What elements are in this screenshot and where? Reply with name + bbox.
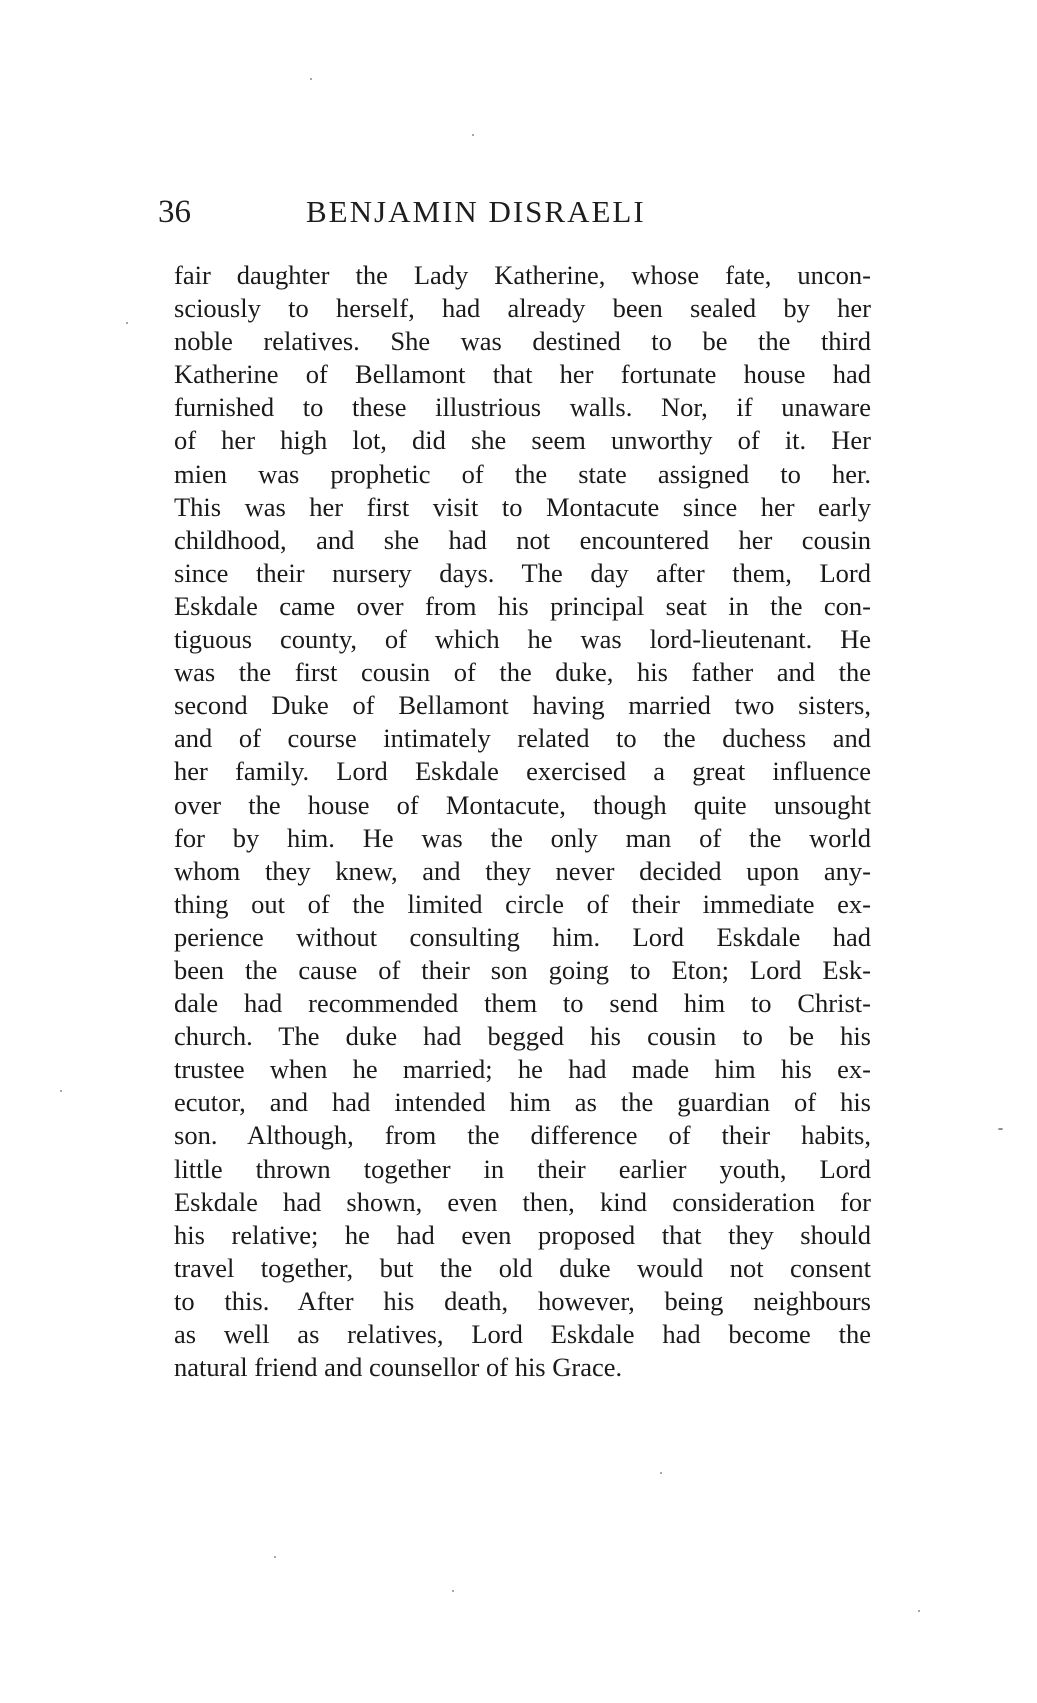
text-line: Katherine of Bellamont that her fortunate house had xyxy=(174,359,871,390)
scan-speck xyxy=(998,1128,1003,1130)
text-line: and of course intimately related to the duchess and xyxy=(174,723,871,754)
text-line: sciously to herself, had already been sealed by her xyxy=(174,293,871,324)
text-line: her family. Lord Eskdale exercised a great influence xyxy=(174,756,871,787)
text-line: tiguous county, of which he was lord-lieutenant. He xyxy=(174,624,871,655)
text-line: church. The duke had begged his cousin to be his xyxy=(174,1021,871,1052)
text-line: second Duke of Bellamont having married two sisters, xyxy=(174,690,871,721)
running-head xyxy=(158,190,718,234)
text-line: little thrown together in their earlier youth, Lord xyxy=(174,1153,871,1184)
text-line: was the first cousin of the duke, his father and the xyxy=(174,657,871,688)
scan-speck xyxy=(472,134,474,136)
scan-speck xyxy=(126,322,128,324)
text-line: whom they knew, and they never decided upon any- xyxy=(174,855,871,886)
text-line: thing out of the limited circle of their immediate ex- xyxy=(174,888,871,919)
running-title: BENJAMIN DISRAELI xyxy=(306,194,646,229)
scan-speck xyxy=(60,1090,62,1092)
scan-speck xyxy=(660,1472,662,1474)
scan-speck xyxy=(452,1590,454,1592)
text-line: for by him. He was the only man of the world xyxy=(174,822,871,853)
text-line: trustee when he married; he had made him his ex- xyxy=(174,1054,871,1085)
text-line: ecutor, and had intended him as the guardian of his xyxy=(174,1087,871,1118)
text-line: dale had recommended them to send him to Christ- xyxy=(174,988,871,1019)
text-line: natural friend and counsellor of his Grace. xyxy=(174,1352,623,1383)
text-line: noble relatives. She was destined to be the third xyxy=(174,326,871,357)
text-line: perience without consulting him. Lord Eskdale had xyxy=(174,921,871,952)
text-line: fair daughter the Lady Katherine, whose fate, uncon- xyxy=(174,260,871,290)
text-line: his relative; he had even proposed that they should xyxy=(174,1219,871,1250)
text-line: childhood, and she had not encountered her cousin xyxy=(174,524,871,555)
text-line: since their nursery days. The day after them, Lord xyxy=(174,557,871,588)
text-line: Eskdale had shown, even then, kind consideration for xyxy=(174,1186,871,1217)
text-line: This was her first visit to Montacute since her early xyxy=(174,491,871,522)
text-line: to this. After his death, however, being neighbours xyxy=(174,1285,871,1316)
scan-speck xyxy=(310,78,312,80)
text-line: as well as relatives, Lord Eskdale had become the xyxy=(174,1319,871,1349)
text-line: travel together, but the old duke would not consent xyxy=(174,1252,871,1283)
text-line: been the cause of their son going to Eton; Lord Esk- xyxy=(174,954,871,985)
body-text xyxy=(174,259,871,1384)
text-line: Eskdale came over from his principal seat in the con- xyxy=(174,590,871,621)
text-line: of her high lot, did she seem unworthy of it. Her xyxy=(174,425,871,456)
page-number: 36 xyxy=(158,194,191,230)
text-line: furnished to these illustrious walls. Nor, if unaware xyxy=(174,392,871,423)
text-line: over the house of Montacute, though quite unsought xyxy=(174,789,871,820)
scan-speck xyxy=(274,1556,276,1558)
text-line: son. Although, from the difference of their habits, xyxy=(174,1120,871,1151)
text-line: mien was prophetic of the state assigned to her. xyxy=(174,458,871,489)
scan-speck xyxy=(918,1610,920,1612)
